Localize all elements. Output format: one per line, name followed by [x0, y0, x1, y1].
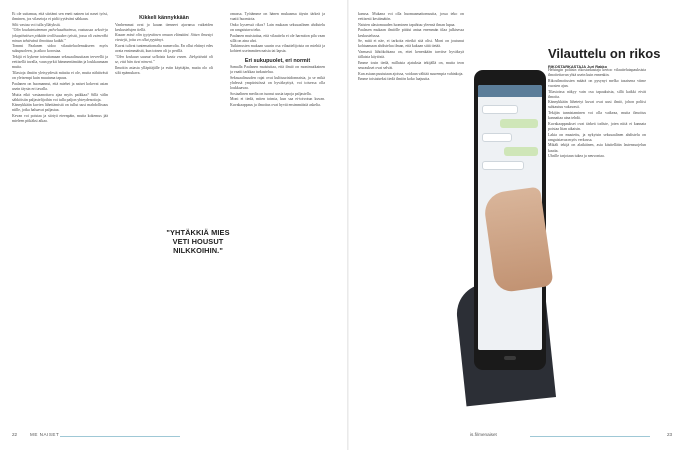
column-2	[115, 12, 213, 430]
paragraph: Tekijä ei kykene toteuttamaan seksuaalisuuttaan terveellä ja eettisellä tavalla, vaan pyrkii hämmentämään ja loukkaamaan muita.	[12, 55, 108, 70]
chat-bubble-incoming	[482, 133, 512, 142]
sidebar-paragraph: Lakia on muutettu, ja nykyisin seksuaalinen ahdistelu on rangaistavaa myös verkossa.	[548, 132, 646, 142]
chat-topbar	[478, 85, 542, 97]
paragraph: Kun asiaan puututaan ajoissa, voidaan välttää suurempia vahinkoja.	[358, 71, 464, 76]
paragraph: Onko kyseessä rikos? Lain mukaan seksuaalinen ahdistelu on rangaistava teko.	[230, 22, 325, 32]
magazine-url: is.fi/menaiset	[470, 432, 497, 437]
sidebar-lead: RIKOSTARKASTAJA Juri Rakko	[548, 64, 607, 69]
sidebar-paragraph: Rikosilmoitusten määrä on pysynyt melko tasaisena viime vuosien ajan.	[548, 78, 646, 88]
paragraph: Kevan voi poistaa ja siirtyä eteenpäin, mutta kokemus jää mieleen pitkäksi aikaa.	[12, 114, 108, 124]
column-1	[12, 12, 108, 430]
paragraph: Silti vastuu voi tulla yllätyksiä.	[12, 22, 61, 27]
home-button-icon	[504, 356, 516, 360]
column-3	[230, 12, 325, 430]
paragraph: Paalanen on huomannut, että miehet ja naiset kokevat asian usein täysin eri tavalla.	[12, 81, 108, 91]
paragraph: Tilastoja ilmiön yleisyydestä mitattu ei ole, mutta nähtävästi on yleisempi kuin muutama tapaus.	[12, 71, 108, 81]
page-gutter	[347, 0, 349, 450]
paragraph: Ei ole suttamaa, että siirtämi sen eneti nainen tai naset työsi, ihminen, jos vilasetoja ei pidä tyytäväni sähkaan.	[12, 12, 108, 22]
subhead-left: Kikkeli kännykkään	[139, 15, 189, 21]
sidebar-paragraph: Tilastoissa näkyy vain osa tapauksista, sillä kaikki eivät ilmoita.	[548, 89, 646, 99]
paragraph: Kuvat tulivat tuntemattomalta numerolta. En ollut ehtinyt edes avata ensimmäistä, kun toinen oli jo perillä.	[115, 44, 213, 54]
paragraph: Paalanen muistuttaa, että vilauttelu ei ole harmiton pila vaan sillä on aina uhri.	[230, 33, 325, 43]
page-number-left: 22	[12, 432, 18, 437]
paragraph: "Olen koskaan saanut sellaisia kuvia ennen. Järkyttävää oli se, että hän tiesi nimeni."	[115, 54, 213, 65]
paragraph: Tommi Paalanen sidoo vilautteluolemukseen myös sukupuoleen, ja aikoo korostaa.	[12, 44, 108, 54]
paragraph: "Olin koulutetuimman palvelusahtaimsa, vastuussa sekoit-ja jokapäiväisen pitkään teollisuuden työstä, jossa oli esimerkki minun tehtävänä ilmoittaa kaikki."	[12, 28, 108, 43]
chat-bubble-outgoing	[500, 119, 538, 128]
sidebar-paragraph: Kännykkään lähetetyt kuvat ovat uusi ilmiö, johon poliisi suhtautuu vakavasti.	[548, 100, 646, 110]
paragraph: Seksuaalisuuden rajat ovat kulttuurisidonnaisia, ja se mikä yhdessä ympäristössä on hyväksyttyä, voi toisessa olla loukkaavaa.	[230, 75, 325, 91]
paragraph: Samalla Paalanen muistuttaa, että ilmiö on monimutkainen ja vaatii tarkkaa tarkastelua.	[230, 65, 325, 75]
paragraph: Emme toistaiseksi tiedä ilmiön koko laajuutta.	[358, 77, 431, 82]
paragraph: Ilmoitin asiasta ylläpitäjälle ja estin käyttäjän, mutta olo oli silti epämukava.	[115, 65, 213, 75]
footer-rule-left	[60, 436, 180, 437]
column-4	[358, 12, 464, 430]
sidebar-paragraph: Kuvakaappaukset ovat tärkeä todiste, joten niitä ei kannata poistaa liian aikaisin.	[548, 121, 646, 131]
footer-rule-right	[530, 436, 650, 437]
paragraph: omassa. Työtämme on hänen mukaansa täysin tärkeä ja vaatii huomiota.	[230, 12, 325, 22]
paragraph: Kauan minä olin tyytyväinen omaan elämääni. Sitten ilmestyi viestejä, joita en ollut pyytänyt.	[115, 33, 213, 43]
paragraph: Tutkimusten mukaan suurin osa vilauttelijoista on miehiä ja kohteet useimmiten naisia tai lapsia.	[230, 44, 325, 54]
chat-bubble-incoming	[482, 161, 524, 170]
paragraph: Emme tosin tiedä, millaisia ajatuksia tekijällä on, mutta teon seuraukset ovat selvät.	[358, 60, 464, 70]
sidebar-paragraph: Uhrille tarjotaan tukea ja neuvontaa.	[548, 154, 605, 159]
paragraph: Mutta eikö vastaanottava ajaa myös paikkaa? Sillä välin sähköisiin paljastelijoihin voi tulla paljon yhteydenottoja.	[12, 92, 108, 102]
chat-bubble-incoming	[482, 105, 518, 114]
sidebar-column	[548, 68, 646, 430]
page-number-right: 23	[667, 432, 673, 437]
paragraph: kanssa. Mukana voi olla huomaamattomuutta, jossa teko on eettisesti kestämätön.	[358, 12, 464, 22]
sidebar-paragraph: Helsingin poliisin rikostarkastaja kertoo vilauttelutapauksista ilmoitettavan yhtä usein kuin ennenkin.	[548, 68, 646, 78]
sidebar-paragraph: Mikäli tekijä on alaikäinen, asia käsitellään lastensuojelun kautta.	[548, 143, 646, 153]
paragraph: Naisten alastomuuden luominen tapahtuu yleensä ilman lupaa.	[358, 22, 456, 27]
sidebar-title: Vilauttelu on rikos	[548, 46, 661, 61]
paragraph: Kännykkään kuvien lähettämistä on tullut uusi mahdollisuus niille, jotka haluavat paljastaa.	[12, 103, 108, 113]
paragraph: Varmasti lähtökohtana on, ettei kenenkään tarvitse hyväksyä tällaista käytöstä.	[358, 50, 464, 60]
paragraph: Paalasen mukaan ilmiölle pitäisi antaa enemmän tilaa julkisessa keskustelussa.	[358, 28, 464, 38]
paragraph: Se, mitä ei näe, ei tarkoita etteikö sitä olisi. Moni on joutunut kohtaamaan ahdistelua ilman, että kukaan siitä tietää.	[358, 39, 464, 49]
magazine-name: ME NAISET	[30, 432, 60, 437]
paragraph: Vanhemmat ovat jo kauan tienneet ajavansa vaikeiden keskustelujen tiellä.	[115, 22, 213, 32]
paragraph: Sosiaalinen media on tuonut uusia tapoja paljastella.	[230, 91, 312, 96]
chat-bubble-outgoing	[504, 147, 538, 156]
pull-quote: "YHTÄKKIÄ MIES VETI HOUSUT NILKKOIHIN."	[166, 228, 230, 255]
subhead-mid: Eri sukupuolet, eri normit	[244, 57, 311, 64]
paragraph: Moni ei tiedä, miten toimia, kun saa ei-toivotun kuvan. Kuvakaappaus ja ilmoitus ovat hyviä ensimmäisiä askelia.	[230, 97, 325, 107]
sidebar-paragraph: Tekijän tunnistaminen voi olla vaikeaa, mutta ilmoitus kannattaa aina tehdä.	[548, 111, 646, 121]
